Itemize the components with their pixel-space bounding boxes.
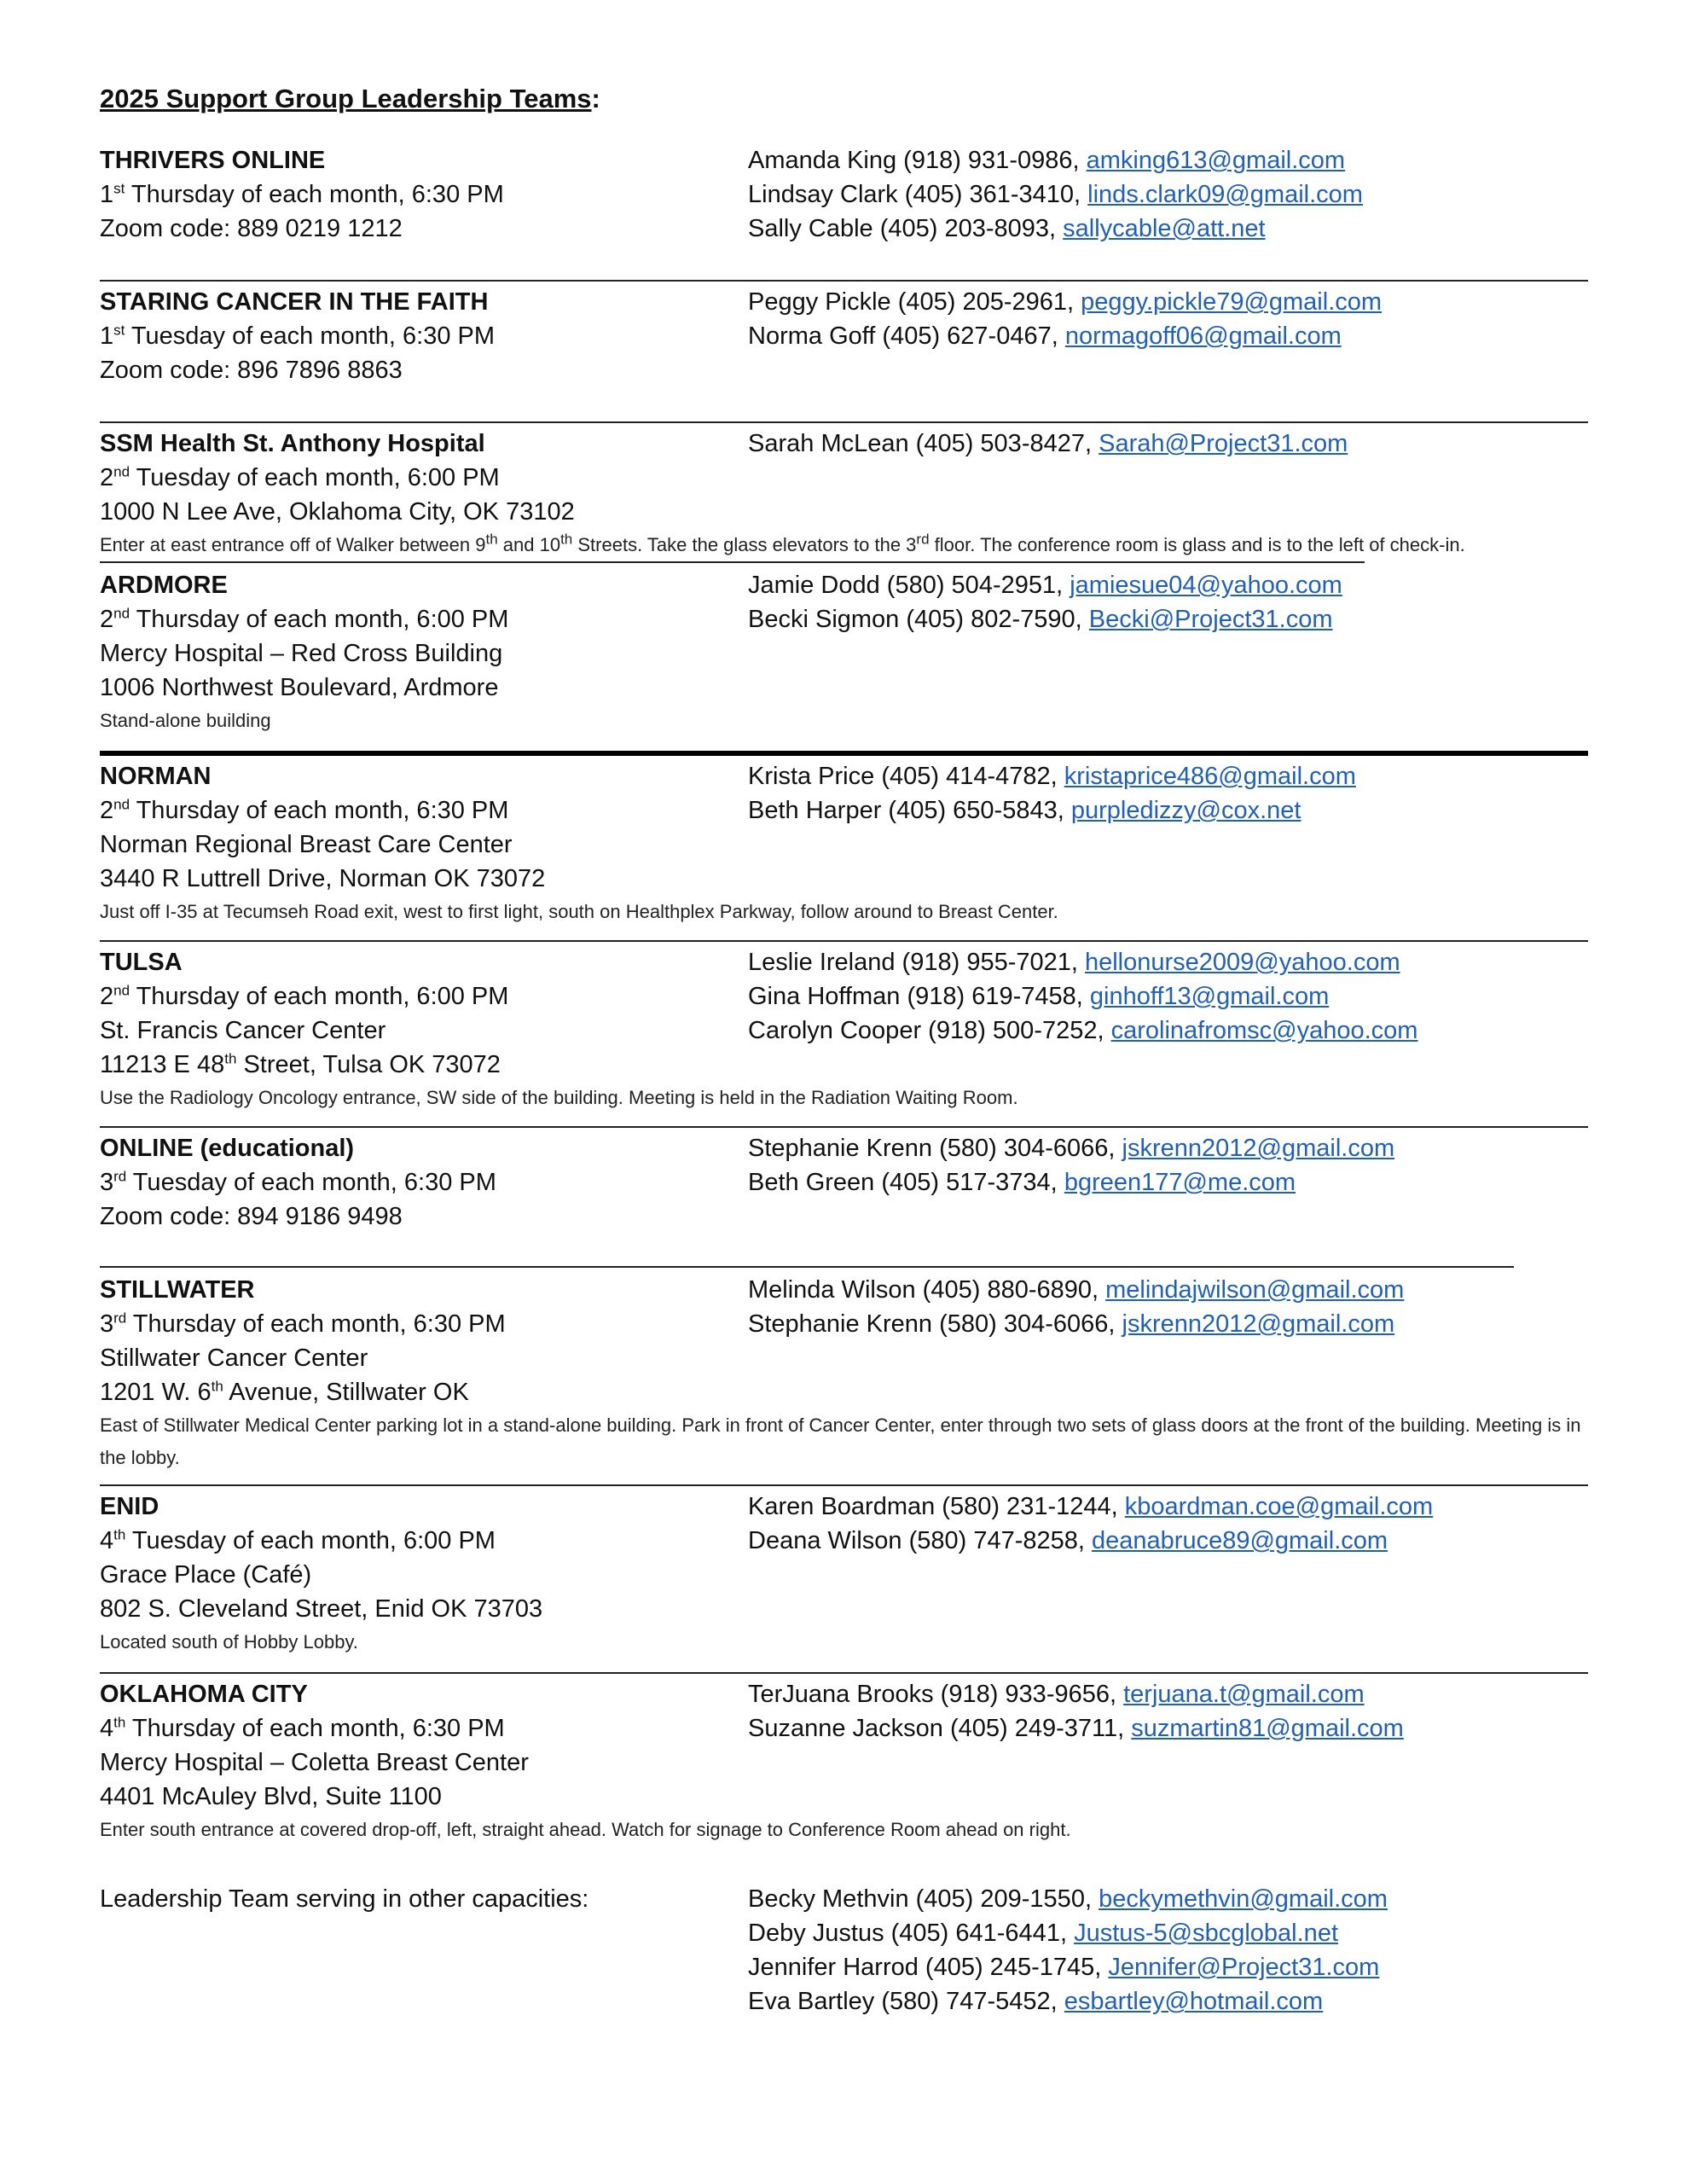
group-location: Grace Place (Café) — [100, 1561, 312, 1589]
contact: Sally Cable (405) 203-8093, sallycable@att.net — [748, 215, 1266, 242]
email-link[interactable]: kristaprice486@gmail.com — [1064, 763, 1356, 790]
contact: Jennifer Harrod (405) 245-1745, Jennifer@Project31.com — [748, 1954, 1380, 1981]
email-link[interactable]: jamiesue04@yahoo.com — [1070, 572, 1342, 599]
email-link[interactable]: melindajwilson@gmail.com — [1105, 1276, 1405, 1304]
email-link[interactable]: normagoff06@gmail.com — [1064, 322, 1342, 350]
group-schedule: 2nd Thursday of each month, 6:30 PM — [100, 796, 509, 824]
group-name: NORMAN — [100, 763, 212, 790]
page-title-text: 2025 Support Group Leadership Teams — [100, 84, 592, 113]
contact: Becki Sigmon (405) 802-7590, Becki@Project31.com — [748, 606, 1333, 633]
email-link[interactable]: amking613@gmail.com — [1086, 147, 1346, 174]
group-staring-cancer-in-the-faith — [100, 285, 1588, 423]
email-link[interactable]: beckymethvin@gmail.com — [1099, 1885, 1388, 1913]
email-link[interactable]: hellonurse2009@yahoo.com — [1084, 949, 1400, 976]
contact: Leslie Ireland (918) 955-7021, hellonurse2009@yahoo.com — [748, 949, 1400, 976]
email-link[interactable]: jskrenn2012@gmail.com — [1122, 1135, 1395, 1162]
email-link[interactable]: Justus-5@sbcglobal.net — [1074, 1920, 1338, 1947]
email-link[interactable]: Sarah@Project31.com — [1099, 430, 1348, 457]
contact: Becky Methvin (405) 209-1550, beckymethvin@gmail.com — [748, 1885, 1388, 1913]
group-name: ONLINE (educational) — [100, 1135, 355, 1162]
group-online-educational — [100, 1131, 1588, 1269]
email-link[interactable]: kboardman.coe@gmail.com — [1124, 1493, 1434, 1520]
group-oklahoma-city — [100, 1677, 1588, 1848]
group-thrivers-online — [100, 143, 1588, 282]
group-detail: Zoom code: 889 0219 1212 — [100, 215, 403, 242]
group-directions: Enter south entrance at covered drop-off, left, straight ahead. Watch for signage to Conference Room ahead on right. — [100, 1819, 1071, 1840]
group-name: SSM Health St. Anthony Hospital — [100, 430, 485, 457]
email-link[interactable]: sallycable@att.net — [1063, 215, 1266, 242]
group-directions: Enter at east entrance off of Walker between 9th and 10th Streets. Take the glass elevators to the 3rd floor. The conference room is glass and is to the left of check-in. — [100, 531, 1465, 555]
contact: Deby Justus (405) 641-6441, Justus-5@sbcglobal.net — [748, 1920, 1338, 1947]
group-directions: East of Stillwater Medical Center parking lot in a stand-alone building. Park in front of Cancer Center, enter through two sets of glass doors at the front of the building. Meeting is in the lobby. — [100, 1414, 1581, 1468]
contact: Stephanie Krenn (580) 304-6066, jskrenn2012@gmail.com — [748, 1135, 1395, 1162]
group-name: STILLWATER — [100, 1276, 255, 1304]
group-address: 1000 N Lee Ave, Oklahoma City, OK 73102 — [100, 498, 575, 526]
group-detail: Zoom code: 896 7896 8863 — [100, 357, 403, 384]
contact: Krista Price (405) 414-4782, kristaprice486@gmail.com — [748, 763, 1356, 790]
group-directions: Located south of Hobby Lobby. — [100, 1631, 358, 1653]
group-address: 802 S. Cleveland Street, Enid OK 73703 — [100, 1595, 543, 1623]
group-location: Stillwater Cancer Center — [100, 1345, 368, 1372]
contact: Peggy Pickle (405) 205-2961, peggy.pickle79@gmail.com — [748, 288, 1383, 316]
group-name: STARING CANCER IN THE FAITH — [100, 288, 489, 316]
group-location: St. Francis Cancer Center — [100, 1017, 386, 1044]
contact: Beth Harper (405) 650-5843, purpledizzy@cox.net — [748, 797, 1301, 824]
group-location: Mercy Hospital – Coletta Breast Center — [100, 1749, 529, 1776]
group-enid — [100, 1490, 1588, 1674]
group-ardmore — [100, 568, 1588, 756]
email-link[interactable]: Jennifer@Project31.com — [1108, 1954, 1380, 1981]
group-stillwater — [100, 1273, 1588, 1486]
contact: Melinda Wilson (405) 880-6890, melindajwilson@gmail.com — [748, 1276, 1405, 1304]
group-schedule: 4th Thursday of each month, 6:30 PM — [100, 1714, 505, 1742]
page-title-colon: : — [591, 84, 600, 113]
email-link[interactable]: suzmartin81@gmail.com — [1131, 1715, 1404, 1742]
group-schedule: 4th Tuesday of each month, 6:00 PM — [100, 1526, 496, 1554]
email-link[interactable]: bgreen177@me.com — [1064, 1169, 1296, 1196]
group-address: 1201 W. 6th Avenue, Stillwater OK — [100, 1378, 469, 1406]
contact: Suzanne Jackson (405) 249-3711, suzmartin81@gmail.com — [748, 1715, 1404, 1742]
email-link[interactable]: terjuana.t@gmail.com — [1123, 1681, 1365, 1708]
contact: Stephanie Krenn (580) 304-6066, jskrenn2012@gmail.com — [748, 1310, 1395, 1338]
group-name: OKLAHOMA CITY — [100, 1681, 308, 1708]
other-capacities-section — [100, 1882, 1588, 2018]
group-tulsa — [100, 945, 1588, 1128]
group-schedule: 3rd Thursday of each month, 6:30 PM — [100, 1310, 506, 1338]
page-title — [100, 82, 1588, 116]
contact: Gina Hoffman (918) 619-7458, ginhoff13@gmail.com — [748, 983, 1330, 1010]
contact: Karen Boardman (580) 231-1244, kboardman.coe@gmail.com — [748, 1493, 1434, 1520]
contact: Deana Wilson (580) 747-8258, deanabruce89@gmail.com — [748, 1527, 1388, 1554]
contact: Norma Goff (405) 627-0467, normagoff06@gmail.com — [748, 322, 1342, 350]
email-link[interactable]: jskrenn2012@gmail.com — [1122, 1310, 1395, 1338]
group-address: 3440 R Luttrell Drive, Norman OK 73072 — [100, 865, 546, 892]
group-directions: Just off I-35 at Tecumseh Road exit, west to first light, south on Healthplex Parkway, follow around to Breast Center. — [100, 901, 1058, 922]
email-link[interactable]: carolinafromsc@yahoo.com — [1110, 1017, 1418, 1044]
contact: Carolyn Cooper (918) 500-7252, carolinafromsc@yahoo.com — [748, 1017, 1418, 1044]
group-location: Norman Regional Breast Care Center — [100, 831, 513, 858]
contact: Lindsay Clark (405) 361-3410, linds.clark09@gmail.com — [748, 181, 1363, 208]
group-schedule: 1st Thursday of each month, 6:30 PM — [100, 180, 504, 208]
group-directions: Stand-alone building — [100, 710, 271, 731]
group-name: TULSA — [100, 949, 183, 976]
contact: Beth Green (405) 517-3734, bgreen177@me.com — [748, 1169, 1296, 1196]
contact: Eva Bartley (580) 747-5452, esbartley@hotmail.com — [748, 1988, 1324, 2015]
group-name: ENID — [100, 1493, 159, 1520]
email-link[interactable]: esbartley@hotmail.com — [1064, 1988, 1324, 2015]
email-link[interactable]: deanabruce89@gmail.com — [1092, 1527, 1388, 1554]
group-detail: Zoom code: 894 9186 9498 — [100, 1203, 403, 1230]
contact: Jamie Dodd (580) 504-2951, jamiesue04@yahoo.com — [748, 572, 1342, 599]
group-schedule: 2nd Thursday of each month, 6:00 PM — [100, 605, 509, 633]
group-address: 1006 Northwest Boulevard, Ardmore — [100, 674, 499, 701]
email-link[interactable]: purpledizzy@cox.net — [1070, 797, 1301, 824]
contact: TerJuana Brooks (918) 933-9656, terjuana.t@gmail.com — [748, 1681, 1365, 1708]
group-schedule: 2nd Tuesday of each month, 6:00 PM — [100, 463, 500, 491]
group-name: ARDMORE — [100, 572, 228, 599]
group-schedule: 2nd Thursday of each month, 6:00 PM — [100, 982, 509, 1010]
group-norman — [100, 759, 1588, 942]
other-capacities-label: Leadership Team serving in other capacities: — [100, 1885, 589, 1913]
group-address: 4401 McAuley Blvd, Suite 1100 — [100, 1783, 442, 1810]
contact: Amanda King (918) 931-0986, amking613@gmail.com — [748, 147, 1346, 174]
document-page — [100, 82, 1588, 2018]
email-link[interactable]: ginhoff13@gmail.com — [1089, 983, 1330, 1010]
group-schedule: 3rd Tuesday of each month, 6:30 PM — [100, 1168, 496, 1196]
group-schedule: 1st Tuesday of each month, 6:30 PM — [100, 322, 496, 350]
contact: Sarah McLean (405) 503-8427, Sarah@Project31.com — [748, 430, 1348, 457]
group-location: Mercy Hospital – Red Cross Building — [100, 640, 503, 667]
email-link[interactable]: Becki@Project31.com — [1088, 606, 1333, 633]
email-link[interactable]: peggy.pickle79@gmail.com — [1081, 288, 1383, 316]
group-directions: Use the Radiology Oncology entrance, SW side of the building. Meeting is held in the Radiation Waiting Room. — [100, 1087, 1018, 1108]
group-address: 11213 E 48th Street, Tulsa OK 73072 — [100, 1050, 501, 1078]
group-name: THRIVERS ONLINE — [100, 147, 326, 174]
group-ssm-health-st-anthony — [100, 427, 1588, 565]
email-link[interactable]: linds.clark09@gmail.com — [1087, 181, 1363, 208]
